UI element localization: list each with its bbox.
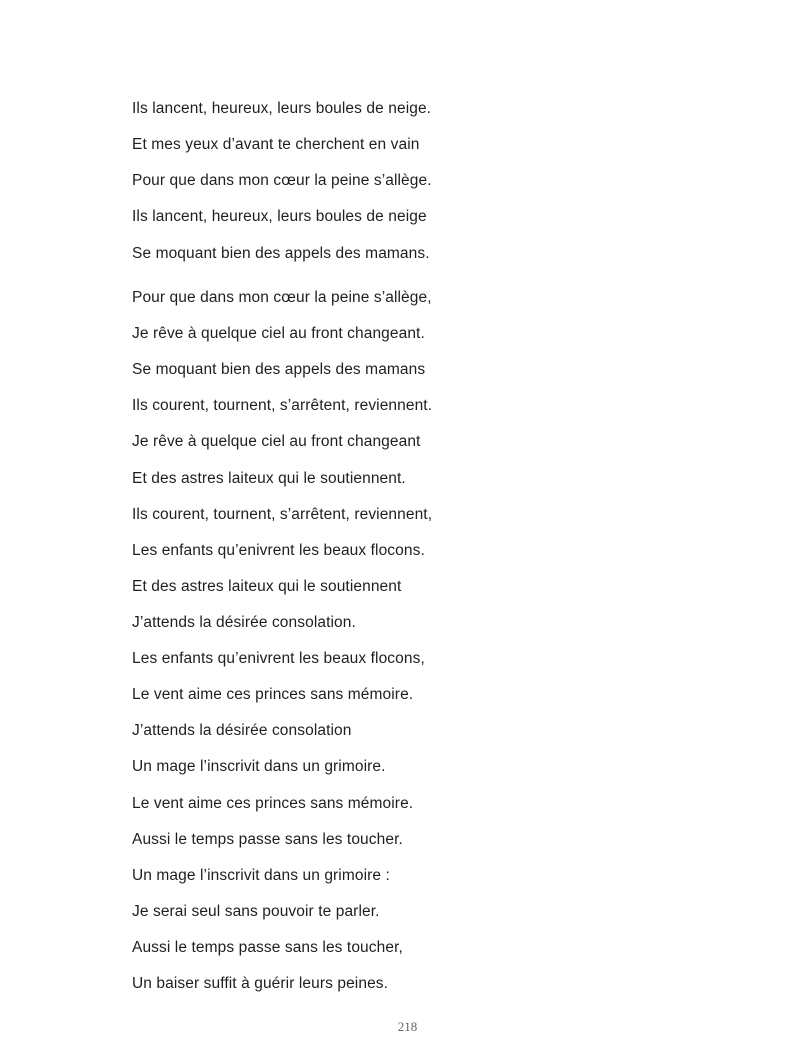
poem-line: Se moquant bien des appels des mamans (132, 361, 426, 378)
poem-line: Aussi le temps passe sans les toucher. (132, 831, 403, 848)
poem-line: Ils lancent, heureux, leurs boules de neige. (132, 100, 432, 117)
poem-line: J’attends la désirée consolation (132, 722, 352, 739)
poem-line: Un baiser suffit à guérir leurs peines. (132, 975, 389, 992)
poem-line: Un mage l’inscrivit dans un grimoire. (132, 758, 386, 775)
poem-line: Je rêve à quelque ciel au front changeant (132, 433, 421, 450)
poem-line: Et des astres laiteux qui le soutiennent (132, 578, 402, 595)
poem-line: Ils courent, tournent, s’arrêtent, reviennent. (132, 397, 433, 414)
poem-line: Le vent aime ces princes sans mémoire. (132, 795, 414, 812)
poem-line: Aussi le temps passe sans les toucher, (132, 939, 403, 956)
poem-line: Se moquant bien des appels des mamans. (132, 245, 430, 262)
poem-line: Je serai seul sans pouvoir te parler. (132, 903, 380, 920)
poem-line: Les enfants qu’enivrent les beaux flocons, (132, 650, 425, 667)
poem-line: Et des astres laiteux qui le soutiennent. (132, 470, 406, 487)
poem-line: Les enfants qu’enivrent les beaux flocons. (132, 542, 425, 559)
page-number: 218 (397, 1019, 418, 1034)
poem-line: Je rêve à quelque ciel au front changeant. (132, 325, 425, 342)
poem-line: Pour que dans mon cœur la peine s’allège, (132, 289, 432, 306)
poem-line: Un mage l’inscrivit dans un grimoire : (132, 867, 390, 884)
poem-line: Le vent aime ces princes sans mémoire. (132, 686, 414, 703)
poem-line: Ils courent, tournent, s’arrêtent, reviennent, (132, 506, 433, 523)
poem-line: Pour que dans mon cœur la peine s’allège. (132, 172, 432, 189)
poem-line: Et mes yeux d’avant te cherchent en vain (132, 136, 420, 153)
poem-line: Ils lancent, heureux, leurs boules de neige (132, 208, 427, 225)
poem-line: J’attends la désirée consolation. (132, 614, 356, 631)
